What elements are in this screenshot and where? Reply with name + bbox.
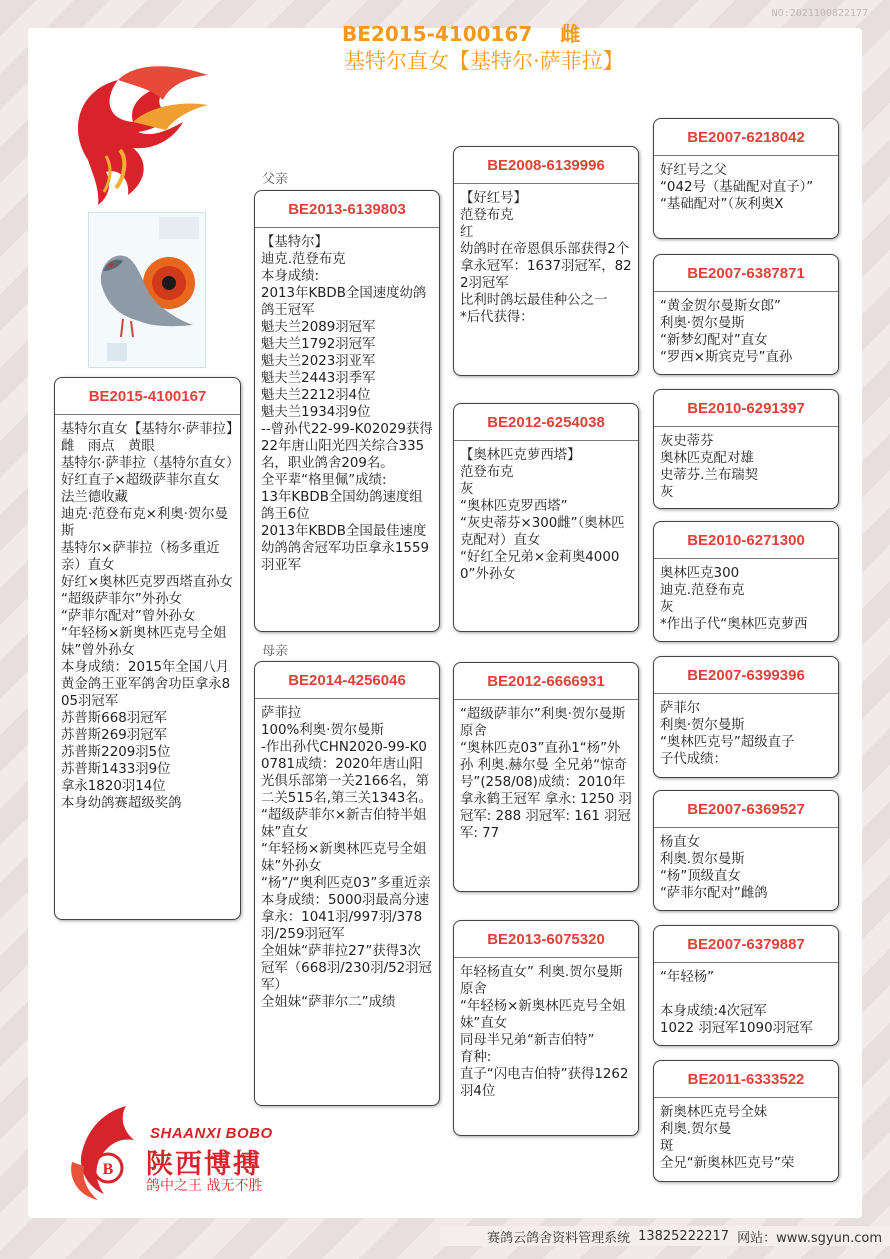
ggp3-details bbox=[654, 427, 838, 501]
ggp3-line: 史蒂芬.兰布瑞契 bbox=[660, 468, 758, 483]
ggp3-ring-number: BE2010-6291397 bbox=[654, 390, 838, 427]
ggp5-line: 子代成绩： bbox=[660, 752, 727, 767]
mother-line: -作出孙代CHN2020-99-K00781成绩：2020年唐山阳光俱乐部第一关2166名，第二关515名,第三关1343名。 bbox=[261, 740, 433, 806]
mgm-line: 育种: bbox=[460, 1050, 492, 1065]
father-card bbox=[254, 190, 440, 632]
pgm-line: 【奥林匹克萝西塔】 bbox=[460, 448, 581, 463]
subject-line: 好红直子×超级萨菲尔直女 bbox=[61, 473, 220, 488]
ggp8-details bbox=[654, 1098, 838, 1172]
great-grandparent-card-1 bbox=[653, 118, 839, 239]
maternal-grandfather-card bbox=[453, 662, 639, 892]
pgf-line: 幼鸽时在帝恩俱乐部获得2个拿永冠军：1637羽冠军，822羽冠军 bbox=[460, 242, 632, 291]
father-line: 魁夫兰2443羽季军 bbox=[261, 371, 376, 386]
father-line: 魁夫兰1792羽冠军 bbox=[261, 337, 376, 352]
great-grandparent-card-2 bbox=[653, 254, 839, 375]
maternal-grandmother-ring-number: BE2013-6075320 bbox=[454, 921, 638, 958]
subject-card bbox=[54, 377, 241, 920]
maternal-grandmother-details bbox=[454, 958, 638, 1100]
father-line: 2013年KBDB全国速度幼鸽鸽王冠军 bbox=[261, 286, 427, 318]
ggp2-ring-number: BE2007-6387871 bbox=[654, 255, 838, 292]
father-line: --曾孙代22-99-K02029获得22年唐山阳光四关综合335名，职业鸽舍209名。 bbox=[261, 422, 433, 471]
brand-english-name: SHAANXI BOBO bbox=[150, 1125, 273, 1142]
pgf-line: 红 bbox=[460, 225, 474, 240]
footer-system-name: 赛鸽云鸽舍资料管理系统 bbox=[487, 1230, 631, 1246]
great-grandparent-card-3 bbox=[653, 389, 839, 509]
subject-line: 苏普斯2209羽5位 bbox=[61, 745, 171, 760]
ggp4-line: 迪克.范登布克 bbox=[660, 583, 745, 598]
ggp6-line: “萨菲尔配对”雌鸽 bbox=[660, 886, 768, 901]
subject-line: “超级萨菲尔”外孙女 bbox=[61, 592, 182, 607]
ggp1-ring-number: BE2007-6218042 bbox=[654, 119, 838, 156]
maternal-grandfather-ring-number: BE2012-6666931 bbox=[454, 663, 638, 700]
ggp1-line: “基础配对”（灰利奥X bbox=[660, 197, 784, 212]
ggp7-ring-number: BE2007-6379887 bbox=[654, 926, 838, 963]
pgm-line: “好红全兄弟×金莉奥40000”外孙女 bbox=[460, 550, 620, 582]
mgf-line: “奥林匹克03”直孙1“杨”外孙 利奥.赫尔曼 全兄弟“惊奇号”(258/08)成绩：2010年拿永鹤王冠军 拿永: 1250 羽冠军: 288 羽冠军: 161 羽冠军: 77 bbox=[460, 741, 632, 841]
brand-slogan: 鸽中之王 战无不胜 bbox=[146, 1178, 263, 1194]
subject-line: 苏普斯1433羽9位 bbox=[61, 762, 171, 777]
subject-line: 好红×奥林匹克罗西塔直孙女 bbox=[61, 575, 233, 590]
ggp6-line: 利奥.贺尔曼斯 bbox=[660, 852, 745, 867]
mgm-line: “年轻杨×新奥林匹克号全姐妹”直女 bbox=[460, 999, 626, 1031]
paternal-grandmother-ring-number: BE2012-6254038 bbox=[454, 404, 638, 441]
ggp7-line: 1022 羽冠军1090羽冠军 bbox=[660, 1021, 813, 1036]
mgf-line: “超级萨菲尔”利奥·贺尔曼斯原舍 bbox=[460, 707, 626, 739]
paternal-grandmother-details bbox=[454, 441, 638, 583]
brand-chinese-name: 陕西博搏 bbox=[146, 1149, 262, 1180]
father-line: 本身成绩: bbox=[261, 269, 320, 284]
pgm-line: 范登布克 bbox=[460, 465, 514, 480]
ggp7-line: “年轻杨” bbox=[660, 970, 715, 985]
ggp5-line: 利奥·贺尔曼斯 bbox=[660, 718, 745, 733]
svg-text:B: B bbox=[102, 1161, 114, 1178]
subject-line: “萨菲尔配对”曾外孙女 bbox=[61, 609, 196, 624]
ggp2-line: “新梦幻配对”直女 bbox=[660, 333, 768, 348]
subject-line: 苏普斯269羽冠军 bbox=[61, 728, 167, 743]
phoenix-logo-icon bbox=[58, 60, 218, 210]
mother-line: “杨”/“奥利匹克03”多重近亲 bbox=[261, 876, 431, 891]
subject-details bbox=[55, 415, 240, 812]
mother-line: “年轻杨×新奥林匹克号全姐妹”外孙女 bbox=[261, 842, 427, 874]
footer-phone: 13825222217 bbox=[638, 1228, 730, 1244]
page-title-ring bbox=[342, 18, 580, 47]
pgm-line: “奥林匹克罗西塔” bbox=[460, 499, 568, 514]
title-ring-number: BE2015-4100167 bbox=[342, 22, 533, 46]
father-line: 全平辈“格里佩”成绩: bbox=[261, 473, 387, 488]
ggp7-line: 本身成绩:4次冠军 bbox=[660, 1004, 767, 1019]
ggp1-line: 好红号之父 bbox=[660, 163, 727, 178]
pigeon-photo bbox=[88, 212, 206, 368]
father-line: 【基特尔】 bbox=[261, 235, 328, 250]
brand-logo-icon bbox=[64, 1102, 144, 1202]
subject-line: 本身成绩：2015年全国八月黄金鸽王亚军鸽舍功臣拿永805羽冠军 bbox=[61, 660, 231, 709]
ggp3-line: 灰史蒂芬 bbox=[660, 434, 714, 449]
ggp7-details bbox=[654, 963, 838, 1037]
ggp2-line: “罗西×斯宾克号”直孙 bbox=[660, 350, 793, 365]
mother-line: 拿永：1041羽/997羽/378羽/259羽冠军 bbox=[261, 910, 423, 942]
subject-line: 迪克·范登布克×利奥·贺尔曼斯 bbox=[61, 507, 229, 539]
mother-line: 全姐妹“萨菲尔二”成绩 bbox=[261, 995, 396, 1010]
ggp6-ring-number: BE2007-6369527 bbox=[654, 791, 838, 828]
ggp6-line: “杨”顶级直女 bbox=[660, 869, 741, 884]
mother-line: “超级萨菲尔×新吉伯特半姐妹”直女 bbox=[261, 808, 427, 840]
ggp6-details bbox=[654, 828, 838, 902]
subject-line: 苏普斯668羽冠军 bbox=[61, 711, 167, 726]
ggp3-line: 灰 bbox=[660, 485, 674, 500]
great-grandparent-card-8 bbox=[653, 1060, 839, 1182]
ggp4-line: 灰 bbox=[660, 600, 674, 615]
pgf-line: 【好红号】 bbox=[460, 191, 527, 206]
ggp8-line: 利奥.贺尔曼 bbox=[660, 1122, 732, 1137]
great-grandparent-card-6 bbox=[653, 790, 839, 911]
ggp2-line: 利奥·贺尔曼斯 bbox=[660, 316, 745, 331]
footer-website[interactable]: 网站：www.sgyun.com bbox=[737, 1230, 882, 1246]
ggp5-line: 萨菲尔 bbox=[660, 701, 701, 716]
ggp8-ring-number: BE2011-6333522 bbox=[654, 1061, 838, 1098]
mother-line: 萨菲拉 bbox=[261, 706, 302, 721]
ggp4-line: 奥林匹克300 bbox=[660, 566, 740, 581]
maternal-grandfather-details bbox=[454, 700, 638, 842]
paternal-grandmother-card bbox=[453, 403, 639, 632]
ggp5-details bbox=[654, 694, 838, 768]
father-label: 父亲 bbox=[262, 172, 289, 187]
ggp5-ring-number: BE2007-6399396 bbox=[654, 657, 838, 694]
ggp3-line: 奥林匹克配对雄 bbox=[660, 451, 754, 466]
ggp5-line: “奥林匹克号”超级直子 bbox=[660, 735, 795, 750]
father-line: 魁夫兰2212羽4位 bbox=[261, 388, 371, 403]
paternal-grandfather-ring-number: BE2008-6139996 bbox=[454, 147, 638, 184]
mother-ring-number: BE2014-4256046 bbox=[255, 662, 439, 699]
ggp8-line: 新奥林匹克号全妹 bbox=[660, 1105, 768, 1120]
pgm-line: 灰 bbox=[460, 482, 474, 497]
great-grandparent-card-7 bbox=[653, 925, 839, 1046]
mgm-line: 同母半兄弟“新吉伯特” bbox=[460, 1033, 595, 1048]
footer-bar bbox=[440, 1226, 890, 1246]
father-details bbox=[255, 228, 439, 574]
father-line: 2013年KBDB全国最佳速度幼鸽鸽舍冠军功臣拿永1559羽亚军 bbox=[261, 524, 429, 573]
subject-line: 法兰德收藏 bbox=[61, 490, 128, 505]
mgm-line: 直子“闪电吉伯特”获得1262羽4位 bbox=[460, 1067, 629, 1099]
mother-label: 母亲 bbox=[262, 644, 289, 659]
great-grandparent-card-4 bbox=[653, 521, 839, 642]
mother-details bbox=[255, 699, 439, 1011]
ggp8-line: 斑 bbox=[660, 1139, 674, 1154]
paternal-grandfather-details bbox=[454, 184, 638, 326]
pgf-line: 范登布克 bbox=[460, 208, 514, 223]
mother-line: 全姐妹“萨菲拉27”获得3次冠军（668羽/230羽/52羽冠军） bbox=[261, 944, 432, 993]
ggp2-line: “黄金贺尔曼斯女郎” bbox=[660, 299, 781, 314]
paternal-grandfather-card bbox=[453, 146, 639, 376]
father-ring-number: BE2013-6139803 bbox=[255, 191, 439, 228]
ggp8-line: 全兄“新奥林匹克号”荣 bbox=[660, 1156, 795, 1171]
ggp7-line bbox=[660, 986, 832, 1003]
father-line: 魁夫兰2023羽亚军 bbox=[261, 354, 376, 369]
pigeon-image-icon bbox=[89, 213, 205, 367]
serial-number: NO:2021100822177 bbox=[771, 8, 868, 19]
subject-line: 基特尔·萨菲拉（基特尔直女） bbox=[61, 456, 240, 471]
ggp4-details bbox=[654, 559, 838, 633]
mgm-line: 年轻杨直女” 利奥.贺尔曼斯原舍 bbox=[460, 965, 623, 997]
ggp4-line: *作出子代“奥林匹克萝西 bbox=[660, 617, 808, 632]
ggp1-details bbox=[654, 156, 838, 213]
subject-line: 基特尔×萨菲拉（杨多重近亲）直女 bbox=[61, 541, 220, 573]
ggp4-ring-number: BE2010-6271300 bbox=[654, 522, 838, 559]
ggp2-details bbox=[654, 292, 838, 366]
pgm-line: “灰史蒂芬×300雌”（奥林匹克配对）直女 bbox=[460, 516, 625, 548]
subject-ring-number: BE2015-4100167 bbox=[55, 378, 240, 415]
maternal-grandmother-card bbox=[453, 920, 639, 1136]
mother-card bbox=[254, 661, 440, 1106]
father-line: 13年KBDB全国幼鸽速度组鸽王6位 bbox=[261, 490, 423, 522]
mother-line: 100%利奥·贺尔曼斯 bbox=[261, 723, 384, 738]
page-title-name: 基特尔直女【基特尔·萨菲拉】 bbox=[344, 49, 624, 73]
title-sex: 雌 bbox=[560, 22, 581, 46]
great-grandparent-card-5 bbox=[653, 656, 839, 778]
ggp6-line: 杨直女 bbox=[660, 835, 701, 850]
father-line: 迪克.范登布克 bbox=[261, 252, 346, 267]
subject-line: 本身幼鸽赛超级奖鸽 bbox=[61, 796, 182, 811]
pgf-line: *后代获得： bbox=[460, 310, 534, 325]
mother-line: 本身成绩：5000羽最高分速 bbox=[261, 893, 429, 908]
father-line: 魁夫兰2089羽冠军 bbox=[261, 320, 376, 335]
subject-line: 拿永1820羽14位 bbox=[61, 779, 166, 794]
subject-line: 雌 雨点 黄眼 bbox=[61, 439, 155, 454]
subject-line: 基特尔直女【基特尔·萨菲拉】 bbox=[61, 422, 240, 437]
pgf-line: 比利时鸽坛最佳种公之一 bbox=[460, 293, 608, 308]
ggp1-line: “042号（基础配对直子）” bbox=[660, 180, 814, 195]
subject-line: “年轻杨×新奥林匹克号全姐妹”曾外孙女 bbox=[61, 626, 227, 658]
father-line: 魁夫兰1934羽9位 bbox=[261, 405, 371, 420]
